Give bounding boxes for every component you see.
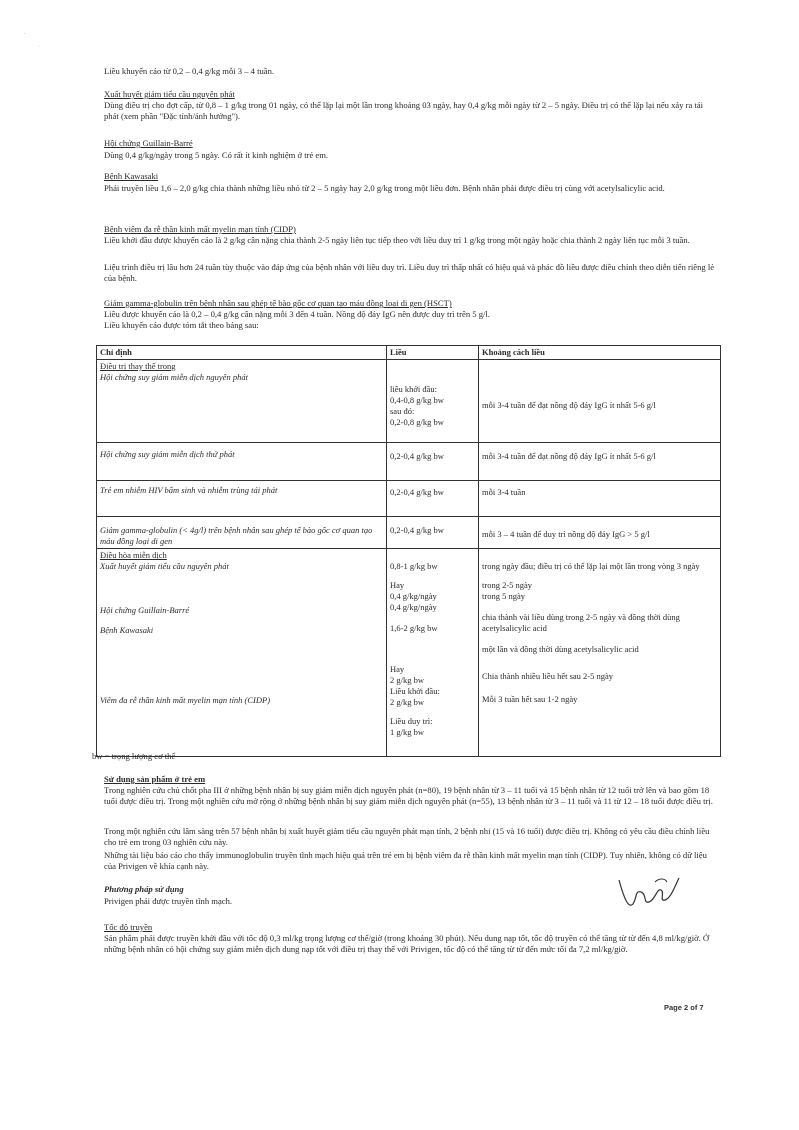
dose-line: Liều khởi đầu: [390,686,440,696]
section-heading-hsct: Giảm gamma-globulin trên bệnh nhân sau ghép tế bào gốc cơ quan tạo máu đồng loại di gen (HSCT) [104,298,452,308]
header-interval: Khoảng cách liều [479,346,721,360]
group-title-immunomodulation: Điều hòa miễn dịch [100,550,167,560]
indication: Hội chứng Guillain-Barré [100,605,190,615]
pediatric-p3: Những tài liệu báo cáo cho thấy immunoglobulin truyền tĩnh mạch hiệu quả trên trẻ em bị bệnh viêm đa rễ thần kinh mất myelin mạn tính (CIDP). Tuy nhiên, không có dữ liệu của Privigen về khía cạnh này. [104,850,707,871]
dose-line: 0,4 g/kg/ngày [390,602,437,612]
indication: Trẻ em nhiễm HIV bẩm sinh và nhiễm trùng tái phát [100,485,278,495]
indication: Bệnh Kawasaki [100,625,154,635]
dose-line: Hay [390,580,405,590]
section-heading-kawasaki: Bệnh Kawasaki [104,171,159,181]
pediatric-p2: Trong một nghiên cứu lâm sàng trên 57 bệnh nhân bị xuất huyết giảm tiểu cầu nguyên phát mạn tính, 2 bệnh nhi (15 và 16 tuổi) được điều trị. Không có yêu cầu điều chỉnh liều cho trẻ em trong 03 nghiên cứu này. [104,826,710,847]
section-body-cidp: Liều khởi đầu được khuyến cáo là 2 g/kg cân nặng chia thành 2-5 ngày liên tục tiếp theo với liều duy trì 1 g/kg trong một ngày hoặc chia thành 2 ngày liên tục mỗi 3 tuần. [104,235,690,245]
indication: Giảm gamma-globulin (< 4g/l) trên bệnh nhân sau ghép tế bào gốc cơ quan tạo máu đồng loại di gen [100,525,373,546]
section-heading-itp: Xuất huyết giảm tiểu cầu nguyên phát [104,89,235,99]
page-number: Page 2 of 7 [664,1003,704,1012]
header-dose: Liều [387,346,479,360]
interval-line: Chia thành nhiều liều hết sau 2-5 ngày [482,671,614,681]
section-heading-cidp: Bệnh viêm đa rễ thần kinh mất myelin mạn tính (CIDP) [104,224,296,234]
dose-line: 0,2-0,4 g/kg bw [390,525,444,535]
dose-line: Hay [390,664,405,674]
header-indication: Chỉ định [97,346,387,360]
interval-line: trong 5 ngày [482,591,525,601]
interval: mỗi 3-4 tuần [482,487,526,497]
rate-body: Sản phẩm phải được truyền khởi đầu với tốc độ 0,3 ml/kg trọng lượng cơ thể/giờ (trong khoảng 30 phút). Nếu dung nạp tốt, tốc độ truyền có thể tăng từ từ đến 4,8 ml/kg/giờ. Ở những bệnh nhân có hội chứng suy giảm miễn dịch dung nạp tốt với điều trị thay thế với Privigen, tốc độ có thể tăng từ từ đến mức tối đa 7,2 ml/kg/giờ. [104,933,710,954]
table-footnote: bw = trọng lượng cơ thể [92,751,176,761]
dose-line: liều khởi đầu: [390,384,437,394]
indication: Hội chứng suy giảm miễn dịch nguyên phát [100,372,248,382]
table-row [97,443,721,481]
pediatric-p1: Trong nghiên cứu chủ chốt pha III ở những bệnh nhân bị suy giảm miễn dịch nguyên phát (n=80), 19 bệnh nhân từ 3 – 11 tuổi và 15 bệnh nhân từ 12 tuổi trở lên và bao gồm 18 tuổi được điều trị. Trong một nghiên cứu mở rộng ở những bệnh nhân bị suy giảm miễn dịch nguyên phát (n=55), 13 bệnh nhân từ 3 – 11 tuổi và 11 từ 12 – 18 tuổi được điều trị. [104,785,713,806]
section-body-hsct: Liều được khuyến cáo là 0,2 – 0,4 g/kg cân nặng mỗi 3 đến 4 tuần. Nồng độ đáy IgG nên được duy trì trên 5 g/l. [104,309,490,319]
dose-line: 2 g/kg bw [390,675,424,685]
section-heading-gbs: Hội chứng Guillain-Barré [104,138,193,148]
signature-mark [615,872,685,912]
dosage-table [96,345,721,757]
dose-line: 0,2-0,8 g/kg bw [390,417,444,427]
indication: Hội chứng suy giảm miễn dịch thứ phát [100,449,235,459]
rate-heading: Tốc độ truyền [104,922,153,932]
section-body-kawasaki: Phải truyền liều 1,6 – 2,0 g/kg chia thành những liều nhỏ từ 2 – 5 ngày hay 2,0 g/kg trong một liều đơn. Bệnh nhân phải được điều trị cùng với acetylsalicylic acid. [104,183,665,193]
dose-line: 0,2-0,4 g/kg bw [390,451,444,461]
dose-line: 2 g/kg bw [390,697,424,707]
interval-line: trong ngày đầu; điều trị có thể lặp lại một lần trong vòng 3 ngày [482,561,700,571]
dose-line: 1 g/kg bw [390,727,424,737]
table-row [97,360,721,443]
method-heading: Phương pháp sử dụng [104,884,184,894]
scan-speck: · [38,44,40,50]
dose-line: 0,8-1 g/kg bw [390,561,438,571]
interval-line: trong 2-5 ngày [482,580,533,590]
pediatric-heading: Sử dụng sản phẩm ở trẻ em [104,774,206,784]
indication: Xuất huyết giảm tiểu cầu nguyên phát [100,561,229,571]
dose-line: 0,4 g/kg/ngày [390,591,437,601]
interval: mỗi 3-4 tuần để đạt nồng độ đáy IgG ít nhất 5-6 g/l [482,451,656,461]
section-body2-cidp: Liệu trình điều trị lâu hơn 24 tuần tùy thuộc vào đáp ứng của bệnh nhân với liều duy trì. Liều duy trì thấp nhất có hiệu quả và phác đồ liều được điều chỉnh theo diễn tiến riêng lẻ của bệnh. [104,262,715,283]
interval: mỗi 3-4 tuần để đạt nồng độ đáy IgG ít nhất 5-6 g/l [482,400,656,410]
table-row [97,481,721,517]
dose-line: sau đó: [390,406,415,416]
table-row [97,549,721,757]
scan-speck: . [24,30,26,36]
section-body2-hsct: Liều khuyến cáo được tóm tắt theo bảng sau: [104,320,259,330]
group-title-replacement: Điều trị thay thế trong [100,361,176,371]
section-body-itp: Dùng điều trị cho đợt cấp, từ 0,8 – 1 g/kg trong 01 ngày, có thể lặp lại một lần trong khoảng 03 ngày, hay 0,4 g/kg mỗi ngày từ 2 – 5 ngày. Điều trị có thể lặp lại nếu xảy ra tái phát (xem phần "Đặc tính/ảnh hưởng"). [104,100,704,121]
interval-line: một lần và đồng thời dùng acetylsalicylic acid [482,644,639,654]
interval-line: Mỗi 3 tuần hết sau 1-2 ngày [482,694,578,704]
intro-line: Liều khuyến cáo từ 0,2 – 0,4 g/kg mỗi 3 – 4 tuần. [104,66,275,76]
dose-line: 0,4-0,8 g/kg bw [390,395,444,405]
table-header-row [97,346,721,360]
dose-line: 1,6-2 g/kg bw [390,623,438,633]
interval: mỗi 3 – 4 tuần để duy trì nồng độ đáy IgG > 5 g/l [482,529,650,539]
indication: Viêm đa rễ thần kinh mất myelin mạn tính (CIDP) [100,695,271,705]
section-body-gbs: Dùng 0,4 g/kg/ngày trong 5 ngày. Có rất ít kinh nghiệm ở trẻ em. [104,150,329,160]
method-body: Privigen phải được truyền tĩnh mạch. [104,896,233,906]
dose-line: Liều duy trì: [390,716,433,726]
table-row [97,517,721,549]
interval-line: chia thành vài liều dùng trong 2-5 ngày và đồng thời dùng acetylsalicylic acid [482,612,680,633]
dose-line: 0,2-0,4 g/kg bw [390,487,444,497]
